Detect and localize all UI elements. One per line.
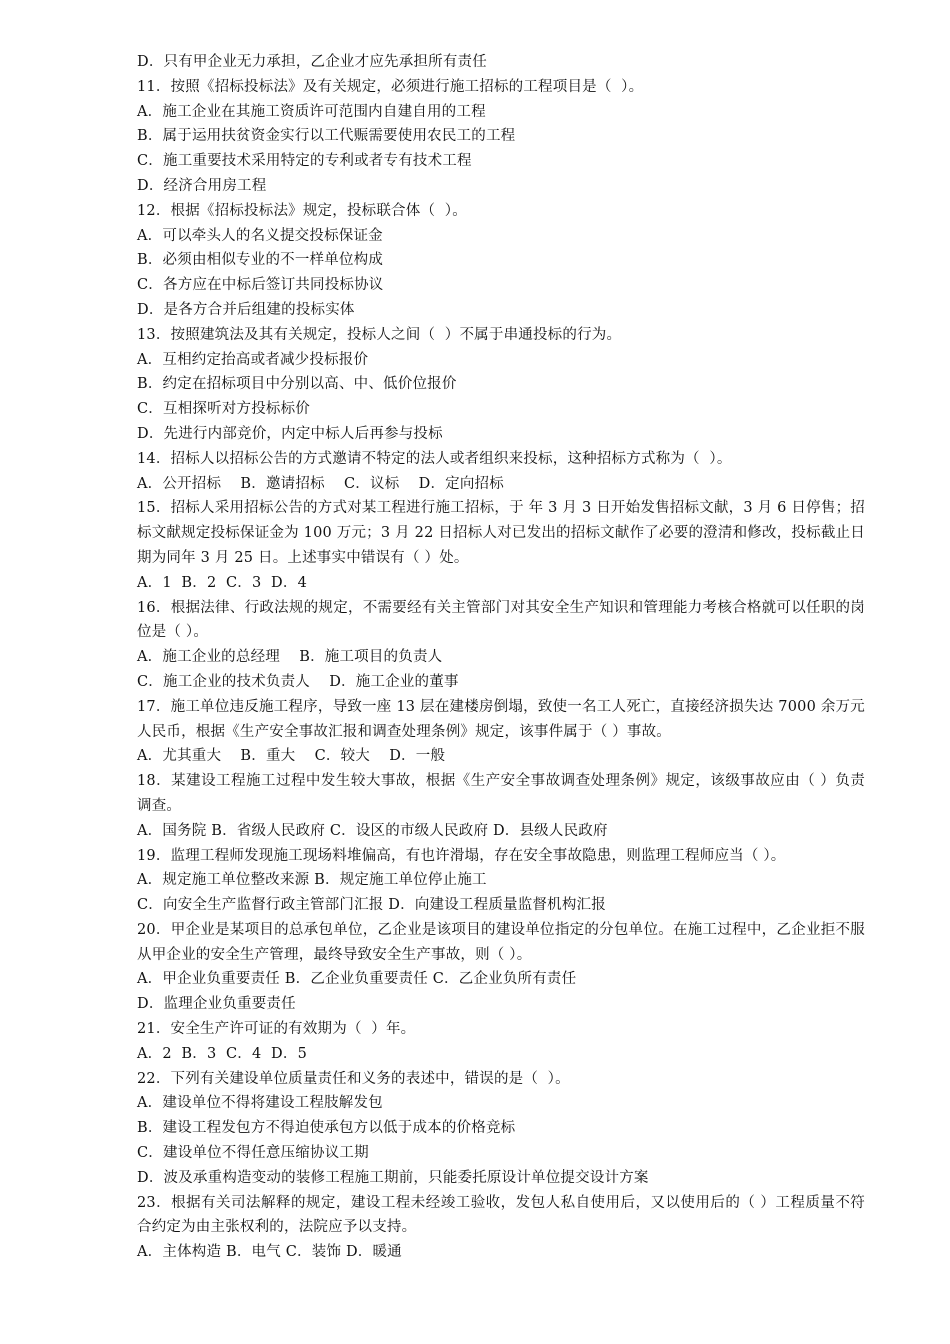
q19-options-ab: A．规定施工单位整改来源 B．规定施工单位停止施工 xyxy=(137,872,487,889)
q19-options-cd: C．向安全生产监督行政主管部门汇报 D．向建设工程质量监督机构汇报 xyxy=(137,897,606,914)
q12-option-d: D．是各方合并后组建的投标实体 xyxy=(137,301,355,318)
q11-stem: 11．按照《招标投标法》及有关规定，必须进行施工招标的工程项目是（ ）。 xyxy=(137,78,644,95)
q17-stem: 17．施工单位违反施工程序，导致一座 13 层在建楼房倒塌，致使一名工人死亡，直接经济损失达 7000 余万元人民币，根据《生产安全事故汇报和调查处理条例》规定，该事件属于（ ）事故。 xyxy=(137,698,865,740)
q12-option-c: C．各方应在中标后签订共同投标协议 xyxy=(137,277,384,294)
q15-stem: 15．招标人采用招标公告的方式对某工程进行施工招标，于 年 3 月 3 日开始发售招标文献，3 月 6 日停售；招标文献规定投标保证金为 100 万元；3 月 22 日招标人对已发出的招标文献作了必要的澄清和修改，投标截止日期为同年 3 月 25 日。上述事实中错误有（ ）处。 xyxy=(137,500,865,566)
q21-options: A．2 B．3 C．4 D．5 xyxy=(137,1045,308,1062)
q11-option-d: D．经济合用房工程 xyxy=(137,177,267,194)
document-page xyxy=(137,50,865,1265)
q22-option-b: B．建设工程发包方不得迫使承包方以低于成本的价格竞标 xyxy=(137,1120,516,1137)
q12-option-b: B．必须由相似专业的不一样单位构成 xyxy=(137,252,384,269)
q20-options-abc: A．甲企业负重要责任 B．乙企业负重要责任 C．乙企业负所有责任 xyxy=(137,971,577,988)
q11-option-b: B．属于运用扶贫资金实行以工代赈需要使用农民工的工程 xyxy=(137,128,516,145)
q15-options: A．1 B．2 C．3 D．4 xyxy=(137,574,308,591)
q19-stem: 19．监理工程师发现施工现场料堆偏高，有也许滑塌，存在安全事故隐患，则监理工程师应当（ ）。 xyxy=(137,847,786,864)
q16-stem: 16．根据法律、行政法规的规定，不需要经有关主管部门对其安全生产知识和管理能力考核合格就可以任职的岗位是（ ）。 xyxy=(137,599,865,641)
q23-stem: 23．根据有关司法解释的规定，建设工程未经竣工验收，发包人私自使用后，又以使用后的（ ）工程质量不符合约定为由主张权利的，法院应予以支持。 xyxy=(137,1194,865,1236)
q22-stem: 22．下列有关建设单位质量责任和义务的表述中，错误的是（ ）。 xyxy=(137,1070,570,1087)
q12-option-a: A．可以牵头人的名义提交投标保证金 xyxy=(137,227,383,244)
q20-option-d: D．监理企业负重要责任 xyxy=(137,996,296,1013)
q20-stem: 20．甲企业是某项目的总承包单位，乙企业是该项目的建设单位指定的分包单位。在施工过程中，乙企业拒不服从甲企业的安全生产管理，最终导致安全生产事故，则（ ）。 xyxy=(137,921,865,963)
q11-option-a: A．施工企业在其施工资质许可范围内自建自用的工程 xyxy=(137,103,486,120)
q13-option-a: A．互相约定抬高或者减少投标报价 xyxy=(137,351,369,368)
q13-stem: 13．按照建筑法及其有关规定，投标人之间（ ）不属于串通投标的行为。 xyxy=(137,326,622,343)
q13-option-c: C．互相探听对方投标标价 xyxy=(137,401,310,418)
q11-option-c: C．施工重要技术采用特定的专利或者专有技术工程 xyxy=(137,153,472,170)
q22-option-a: A．建设单位不得将建设工程肢解发包 xyxy=(137,1095,383,1112)
q23-options: A．主体构造 B．电气 C．装饰 D．暖通 xyxy=(137,1244,402,1261)
q21-stem: 21．安全生产许可证的有效期为（ ）年。 xyxy=(137,1021,416,1038)
q14-options: A．公开招标 B．邀请招标 C．议标 D．定向招标 xyxy=(137,475,504,492)
q10-option-d: D．只有甲企业无力承担，乙企业才应先承担所有责任 xyxy=(137,54,487,70)
q18-stem: 18．某建设工程施工过程中发生较大事故，根据《生产安全事故调查处理条例》规定，该级事故应由（ ）负责调查。 xyxy=(137,773,865,814)
q22-option-c: C．建设单位不得任意压缩协议工期 xyxy=(137,1145,369,1162)
q17-options: A．尤其重大 B．重大 C．较大 D．一般 xyxy=(137,748,446,765)
q13-option-d: D．先进行内部竞价，内定中标人后再参与投标 xyxy=(137,425,443,442)
q12-stem: 12．根据《招标投标法》规定，投标联合体（ ）。 xyxy=(137,202,467,219)
q14-stem: 14．招标人以招标公告的方式邀请不特定的法人或者组织来投标，这种招标方式称为（ ）。 xyxy=(137,450,732,467)
q16-options-cd: C．施工企业的技术负责人 D．施工企业的董事 xyxy=(137,673,459,690)
q13-option-b: B．约定在招标项目中分别以高、中、低价位报价 xyxy=(137,376,457,393)
q16-options-ab: A．施工企业的总经理 B．施工项目的负责人 xyxy=(137,649,443,666)
q18-options: A．国务院 B．省级人民政府 C．设区的市级人民政府 D．县级人民政府 xyxy=(137,822,608,839)
q22-option-d: D．波及承重构造变动的装修工程施工期前，只能委托原设计单位提交设计方案 xyxy=(137,1169,649,1186)
